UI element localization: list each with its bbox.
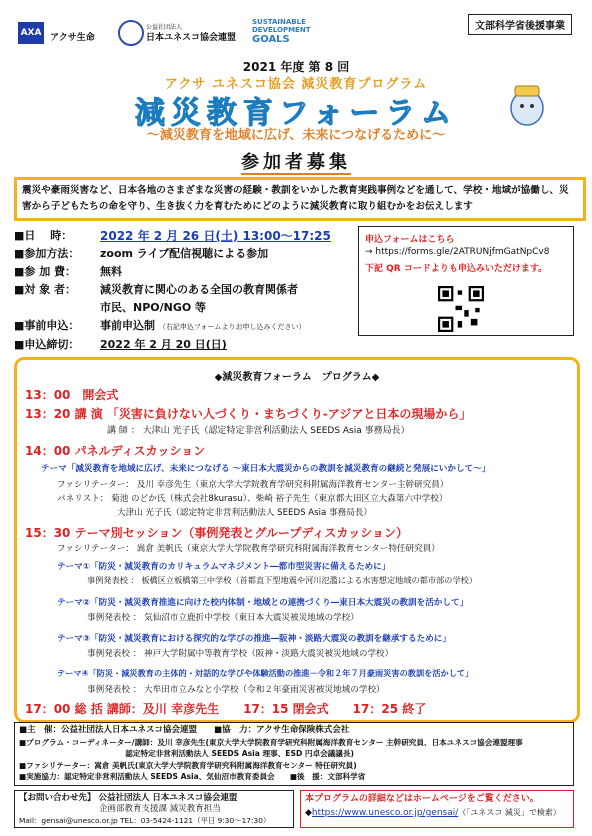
info-row-date: ■日 時： 2022 年 2 月 26 日(土) 13:00〜17:25 — [14, 229, 331, 243]
apply-heading: 申込フォームはこちら — [365, 235, 455, 245]
contact-org: 【お問い合わせ先】 公益社団法人 日本ユネスコ協会連盟 — [19, 793, 238, 803]
mascot-icon — [502, 78, 552, 128]
info-row-deadline: ■申込締切： 2022 年 2 月 20 日(日) — [14, 338, 227, 351]
program-item: 13：20 講 演 「災害に負けない人づくり・まちづくり-アジアと日本の現場から」 — [25, 407, 472, 421]
forum-subtitle: ～減災教育を地域に広げ、未来につなげるために～ — [146, 128, 446, 143]
program-name: アクサ ユネスコ協会 減災教育プログラム — [164, 77, 428, 92]
credits-line: ■主 催：公益社団法人日本ユネスコ協会連盟 ■協 力：アクサ生命保険株式会社 — [19, 725, 350, 735]
axa-logo: AXA — [18, 22, 44, 44]
credits-line: ■ファシリテーター：嵩倉 美帆氏(東京大学大学院教育学研究科附属海洋教育センター 特任研究員) — [19, 760, 357, 770]
credits-line: 認定特定非営利活動法人 SEEDS Asia 理事、ESD 円卓会議議長) — [19, 749, 354, 758]
unesco-small-label: 公益社団法人 — [146, 24, 183, 31]
program-item: ファシリテーター： 嵩倉 美帆氏（東京大学大学院教育学研究科附属海洋教育センター特任研究員） — [57, 544, 440, 554]
credits-line: ■プログラム・コーディネーター/講師：及川 幸彦先生(東京大学大学院教育学研究科附属海洋教育センター 主幹研究員、日本ユネスコ協会連盟理事 — [19, 737, 523, 747]
homepage-box: 本プログラムの詳細などはホームページをご覧ください。 ◆https://www.unesco.or.jp/gensai/（「ユネスコ 減災」で検索） — [300, 790, 574, 828]
endorsement-badge: 文部科学省後援事業 — [468, 14, 572, 35]
homepage-note: 本プログラムの詳細などはホームページをご覧ください。 — [305, 794, 539, 804]
info-row-registration: ■事前申込： 事前申込制 （右記申込フォームよりお申し込みください） — [14, 319, 306, 332]
info-row-target: ■対 象 者： 減災教育に関心のある全国の教育関係者 — [14, 283, 298, 296]
program-item: 15：30 テーマ別セッション（事例発表とグループディスカッション） — [25, 526, 409, 540]
sdgs-logo: SUSTAINABLE DEVELOPMENT GOALS — [252, 18, 311, 45]
unesco-name: 日本ユネスコ協会連盟 — [146, 33, 237, 43]
program-item: テーマ③「防災・減災教育における探究的な学びの推進―阪神・淡路大震災の教訓を継承するために」 — [57, 634, 451, 644]
program-item: 13：00 開会式 — [25, 388, 119, 402]
program-item: 14：00 パネルディスカッション — [25, 444, 206, 458]
edition-label: 2021 年度 第 8 回 — [242, 60, 350, 74]
contact-dept: 企画部教育支援課 減災教育担当 — [99, 804, 221, 814]
program-item: テーマ④「防災・減災教育の主体的・対話的な学びや体験活動の推進－令和２年７月豪雨災害の教訓を活かして」 — [57, 668, 474, 678]
program-item: ファシリテーター： 及川 幸彦先生（東京大学大学院教育学研究科附属海洋教育センター主幹研究員） — [57, 480, 449, 490]
qr-code-icon[interactable] — [438, 286, 484, 332]
qr-note: 下記 QR コードよりも申込みいただけます。 — [365, 264, 548, 274]
credits-box — [14, 722, 574, 786]
contact-box — [14, 790, 294, 828]
program-box — [14, 357, 580, 723]
program-item: 大津山 光子氏（認定特定非営利活動法人 SEEDS Asia 事務局長） — [117, 508, 372, 518]
program-item: テーマ「減災教育を地域に広げ、未来につなげる ～東日本大震災からの教訓を減災教育の継続と発展にいかして～」 — [41, 464, 491, 474]
recruit-heading: 参加者募集 — [241, 152, 351, 173]
program-heading: ◆減災教育フォーラム プログラム◆ — [214, 372, 380, 383]
credits-line: ■実施協力：認定特定非営利活動法人 SEEDS Asia、気仙沼市教育委員会 ■後 援：文部科学省 — [19, 772, 366, 781]
info-row-target-2: 市民、NPO/NGO 等 — [100, 301, 207, 314]
event-info — [14, 228, 354, 355]
info-row-fee: ■参 加 費： 無料 — [14, 265, 122, 278]
program-item: テーマ②「防災・減災教育推進に向けた校内体制・地域との連携づくり―東日本大震災の教訓を活かして」 — [57, 598, 469, 608]
program-item: 講 師 ： 大津山 光子氏（認定特定非営利活動法人 SEEDS Asia 事務局長） — [107, 426, 410, 436]
contact-details[interactable]: Mail：gensai@unesco.or.jp TEL：03-5424-1121（平日 9:30〜17:30） — [19, 816, 271, 825]
program-item: 17：00 総 括 講師：及川 幸彦先生 17：15 閉会式 17：25 終了 — [25, 702, 427, 716]
program-item: パネリスト： 菊池 のどか氏（株式会社8kurasu）、柴崎 裕子先生（東京都大田区立大森第六中学校） — [57, 494, 448, 504]
info-row-method: ■参加方法： zoom ライブ配信視聴による参加 — [14, 247, 269, 260]
intro-text: 震災や豪雨災害など、日本各地のさまざまな災害の経験・教訓をいかした教育実践事例などを通して、学校・地域が協働し、災害から子どもたちの命を守り、生き抜く力を育むためにどのように減災教育に取り組むかをお伝えします — [14, 177, 586, 221]
forum-title: 減災教育フォーラム — [134, 96, 458, 131]
program-item: テーマ①「防災・減災教育のカリキュラムマネジメント―都市型災害に備えるために」 — [57, 562, 391, 572]
apply-url-link[interactable]: → https://forms.gle/2ATRUNjfmGatNpCv8 — [365, 247, 550, 257]
program-item: 事例発表校 ： 気仙沼市立鹿折中学校（東日本大震災被災地域の学校） — [87, 613, 359, 623]
program-item: 事例発表校 ： 板橋区立板橋第三中学校（首都直下型地震や河川氾濫による水害想定地域の都市部の学校） — [87, 575, 478, 585]
homepage-search-hint: （「ユネスコ 減災」で検索） — [458, 808, 561, 817]
program-item: 事例発表校 ： 大牟田市立みなと小学校（令和２年豪雨災害被災地域の学校） — [87, 685, 385, 695]
axa-name: アクサ生命 — [50, 33, 95, 43]
homepage-link[interactable]: https://www.unesco.or.jp/gensai/ — [311, 808, 459, 818]
program-item: 事例発表校 ： 神戸大学附属中等教育学校（阪神・淡路大震災被災地域の学校） — [87, 649, 394, 659]
unesco-emblem-icon — [118, 20, 144, 46]
